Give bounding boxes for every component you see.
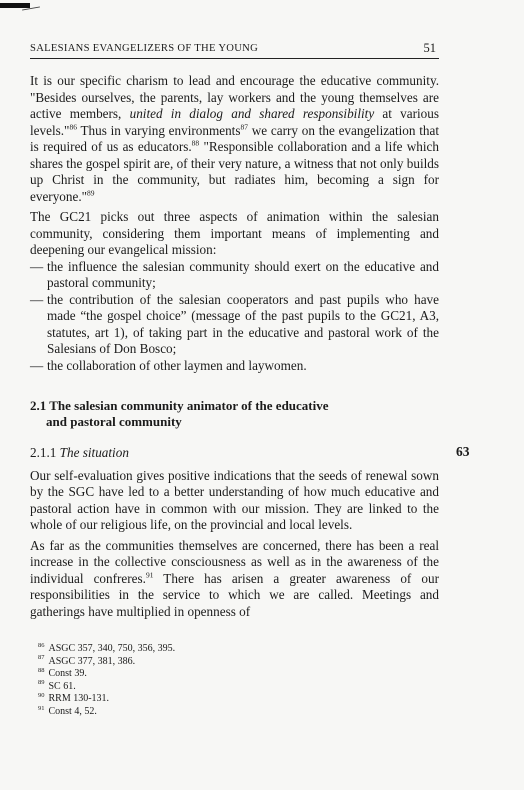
- footnote-text: RRM 130-131.: [48, 693, 110, 705]
- footnote-text: ASGC 377, 381, 386.: [48, 655, 136, 667]
- header-rule: [30, 58, 439, 59]
- list-item-text: the influence the salesian community should exert on the educative and pastoral community;: [47, 258, 439, 290]
- footnotes: [38, 643, 175, 719]
- footnote-ref-86[interactable]: 86: [69, 122, 77, 132]
- list-item: [30, 292, 439, 358]
- para1-emphasis: united in dialog and shared responsibility: [129, 106, 375, 121]
- running-title: SALESIANS EVANGELIZERS OF THE YOUNG: [30, 43, 259, 54]
- footnote-number: 86: [38, 641, 45, 649]
- para4-text-1: As far as the communities themselves are concerned, there has been a real increase in the collective consciousness as well as in the awareness of the individual confreres.: [30, 537, 439, 586]
- footnote-text: ASGC 357, 340, 750, 356, 395.: [48, 643, 176, 654]
- footnote-text: Const 39.: [48, 668, 87, 680]
- footnote-text: SC 61.: [48, 680, 76, 692]
- paragraph-self-evaluation: Our self-evaluation gives positive indications that the seeds of renewal sown by the SGC have led to a better understanding of how much educative and pastoral action have in common with our mission. They are linked to the whole of our religious life, on the provincial and local levels.: [30, 467, 439, 532]
- footnote: [38, 668, 175, 681]
- footnote-number: 91: [38, 704, 45, 712]
- footnote-ref-87[interactable]: 87: [240, 122, 248, 132]
- subsection-heading: [30, 445, 439, 462]
- footnote-number: 87: [38, 654, 45, 662]
- dash-marker: —: [30, 357, 44, 373]
- section-heading-line-2: and pastoral community: [46, 414, 182, 429]
- paragraph-charism: [30, 73, 439, 205]
- margin-number: 63: [456, 444, 470, 459]
- list-item-text: the collaboration of other laymen and laywomen.: [47, 357, 307, 373]
- mission-list: [30, 259, 439, 375]
- section-heading: [30, 398, 439, 430]
- dash-marker: —: [30, 291, 44, 307]
- para1-text-1: It is our specific charism to lead and encourage the educative community. "Besides ourselves, the parents, lay workers and the young themselves are active members,: [30, 73, 439, 121]
- section-heading-line-1: 2.1 The salesian community animator of the educative: [30, 398, 329, 413]
- footnote: [38, 681, 175, 694]
- para1-text-5: "Responsible collaboration and a life which shares the gospel spirit are, of their very nature, a witness that not only builds up Christ in the community, but radiates him, becoming a sign for everyone.": [30, 139, 439, 204]
- para1-text-3: Thus in varying environments: [76, 122, 241, 138]
- para1-text-4: we carry on the evangelization that is required of us as educators.: [30, 122, 439, 154]
- para1-text-2: at various levels.": [30, 106, 439, 138]
- paragraph-gc21: The GC21 picks out three aspects of animation within the salesian community, considering them important means of implementing and deepening our evangelical mission:: [30, 209, 439, 257]
- page-number: 51: [423, 41, 436, 55]
- footnote-number: 88: [38, 666, 45, 674]
- footnote-number: 90: [38, 692, 45, 700]
- footnote-number: 89: [38, 679, 45, 687]
- dash-marker: —: [30, 258, 44, 274]
- subsection-title: The situation: [59, 445, 129, 460]
- footnote-text: Const 4, 52.: [48, 705, 97, 717]
- list-item-text: the contribution of the salesian cooperators and past pupils who have made “the gospel choice” (message of the past pupils to the GC21, A3, statutes, art 1), of taking part in the educative and pastoral work of the Salesians of Don Bosco;: [47, 291, 439, 356]
- list-item: [30, 259, 439, 292]
- footnote: [38, 693, 175, 706]
- footnote-ref-88[interactable]: 88: [191, 138, 200, 148]
- corner-scan-mark: [0, 3, 30, 8]
- footnote: [38, 656, 175, 669]
- subsection-number: 2.1.1: [30, 445, 57, 460]
- running-header: [30, 43, 436, 54]
- footnote-ref-91[interactable]: 91: [145, 570, 154, 580]
- paragraph-communities: [30, 538, 439, 621]
- footnote: [38, 706, 175, 719]
- list-item: [30, 358, 439, 375]
- body-text: [30, 73, 439, 620]
- footnote: [38, 643, 175, 656]
- para4-text-2: There has arisen a greater awareness of our responsibilities in the service to which we are called. Meetings and gatherings have multiplied in openness of: [30, 570, 439, 619]
- footnote-ref-89[interactable]: 89: [87, 188, 95, 198]
